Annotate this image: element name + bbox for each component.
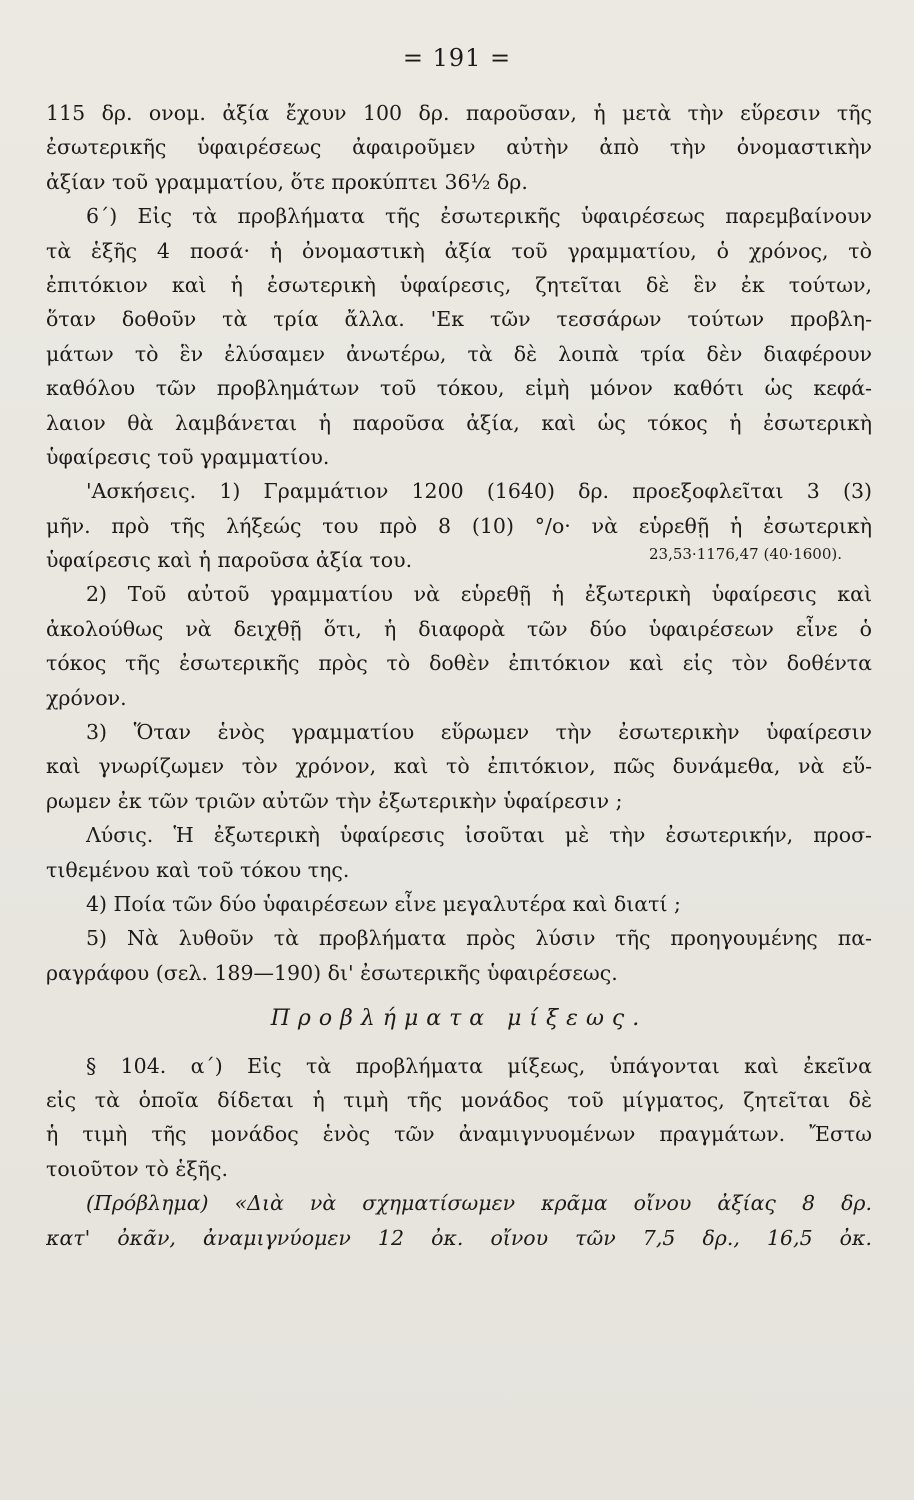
text-line: 3) Ὅταν ἑνὸς γραμματίου εὕρωμεν τὴν ἐσωτερικὴν ὑφαίρεσιν <box>86 720 872 745</box>
text-line: Λύσις. Ἡ ἐξωτερικὴ ὑφαίρεσις ἰσοῦται μὲ τὴν ἐσωτερικήν, προσ- <box>86 823 872 848</box>
text-line: ρωμεν ἐκ τῶν τριῶν αὐτῶν τὴν ἐξωτερικὴν ὑφαίρεσιν ; <box>46 788 623 813</box>
text-line: καθόλου τῶν προβλημάτων τοῦ τόκου, εἰμὴ μόνον καθότι ὡς κεφά- <box>46 376 872 401</box>
text-line: 'Ασκήσεις. 1) Γραμμάτιον 1200 (1640) δρ. προεξοφλεῖται 3 (3) <box>86 479 872 504</box>
text-line: ἐπιτόκιον καὶ ἡ ἐσωτερικὴ ὑφαίρεσις, ζητεῖται δὲ ἓν ἐκ τούτων, <box>46 272 872 297</box>
answer-note: 23,53·1176,47 (40·1600). <box>648 545 842 564</box>
text-line: μάτων τὸ ἓν ἐλύσαμεν ἀνωτέρω, τὰ δὲ λοιπὰ τρία δὲν διαφέρουν <box>46 341 872 366</box>
section-heading: Προβλήματα μίξεως. <box>270 1006 648 1032</box>
text-line: ἐσωτερικῆς ὑφαιρέσεως ἀφαιροῦμεν αὐτὴν ἀπὸ τὴν ὀνομαστικὴν <box>46 135 872 160</box>
text-line: 4) Ποία τῶν δύο ὑφαιρέσεων εἶνε μεγαλυτέρα καὶ διατί ; <box>86 891 681 916</box>
text-line: ραγράφου (σελ. 189—190) δι' ἐσωτερικῆς ὑφαιρέσεως. <box>46 960 618 985</box>
text-line: εἰς τὰ ὁποῖα δίδεται ἡ τιμὴ τῆς μονάδος τοῦ μίγματος, ζητεῖται δὲ <box>46 1087 872 1112</box>
page-body <box>46 96 872 1255</box>
text-line: ὅταν δοθοῦν τὰ τρία ἄλλα. 'Εκ τῶν τεσσάρων τούτων προβλη- <box>46 307 872 332</box>
text-line: τόκος τῆς ἐσωτερικῆς πρὸς τὸ δοθὲν ἐπιτόκιον καὶ εἰς τὸν δοθέντα <box>46 651 872 676</box>
text-line: § 104. α΄) Εἰς τὰ προβλήματα μίξεως, ὑπάγονται καὶ ἐκεῖνα <box>86 1053 872 1078</box>
text-line: κατ' ὀκᾶν, ἀναμιγνύομεν 12 ὀκ. οἴνου τῶν 7,5 δρ., 16,5 ὀκ. <box>46 1225 872 1250</box>
text-line: 5) Νὰ λυθοῦν τὰ προβλήματα πρὸς λύσιν τῆς προηγουμένης πα- <box>86 926 872 951</box>
text-line: ὑφαίρεσις καὶ ἡ παροῦσα ἀξία του. <box>46 548 413 573</box>
text-line: λαιον θὰ λαμβάνεται ἡ παροῦσα ἀξία, καὶ ὡς τόκος ἡ ἐσωτερικὴ <box>46 410 872 435</box>
text-line: καὶ γνωρίζωμεν τὸν χρόνον, καὶ τὸ ἐπιτόκιον, πῶς δυνάμεθα, νὰ εὕ- <box>46 754 872 779</box>
text-line: 6΄) Εἰς τὰ προβλήματα τῆς ἐσωτερικῆς ὑφαιρέσεως παρεμβαίνουν <box>86 204 872 229</box>
text-line: χρόνον. <box>46 685 127 710</box>
page-number: = 191 = <box>402 44 512 72</box>
text-line: 115 δρ. ονομ. ἀξία ἔχουν 100 δρ. παροῦσαν, ἡ μετὰ τὴν εὕρεσιν τῆς <box>46 101 872 125</box>
text-line: τὰ ἑξῆς 4 ποσά· ἡ ὀνομαστικὴ ἀξία τοῦ γραμματίου, ὁ χρόνος, τὸ <box>46 238 872 263</box>
text-line: (Πρόβλημα) «Διὰ νὰ σχηματίσωμεν κρᾶμα οἴνου ἀξίας 8 δρ. <box>86 1191 872 1216</box>
text-line: τιθεμένου καὶ τοῦ τόκου της. <box>46 857 350 882</box>
text-line: τοιοῦτον τὸ ἑξῆς. <box>46 1156 228 1181</box>
text-line: ἀξίαν τοῦ γραμματίου, ὅτε προκύπτει 36½ δρ. <box>46 169 528 194</box>
text-line: 2) Τοῦ αὐτοῦ γραμματίου νὰ εὑρεθῇ ἡ ἐξωτερικὴ ὑφαίρεσις καὶ <box>86 582 872 607</box>
text-line: ἀκολούθως νὰ δειχθῇ ὅτι, ἡ διαφορὰ τῶν δύο ὑφαιρέσεων εἶνε ὁ <box>46 616 872 641</box>
text-line: ὑφαίρεσις τοῦ γραμματίου. <box>46 444 330 469</box>
text-line: ἡ τιμὴ τῆς μονάδος ἑνὸς τῶν ἀναμιγνυομένων πραγμάτων. Ἔστω <box>46 1122 872 1147</box>
text-line: μῆν. πρὸ τῆς λήξεώς του πρὸ 8 (10) °/ο· νὰ εὑρεθῇ ἡ ἐσωτερικὴ <box>46 513 872 538</box>
